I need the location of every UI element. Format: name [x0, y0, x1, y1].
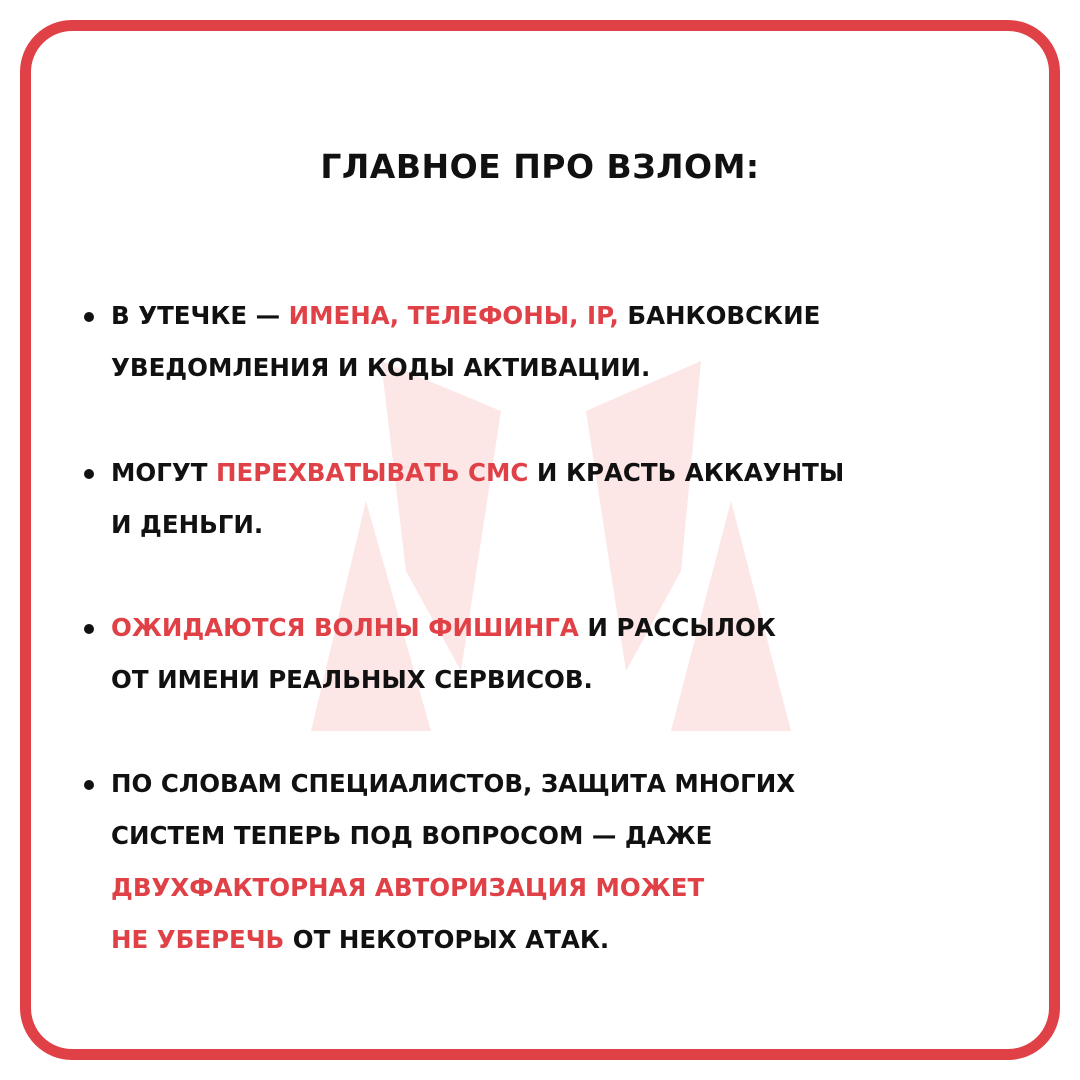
item-text: ОТ ИМЕНИ РЕАЛЬНЫХ СЕРВИСОВ.: [111, 665, 593, 694]
info-card: [20, 20, 1060, 1060]
item-text: УВЕДОМЛЕНИЯ И КОДЫ АКТИВАЦИИ.: [111, 353, 651, 382]
item-text: ПО СЛОВАМ СПЕЦИАЛИСТОВ, ЗАЩИТА МНОГИХ: [111, 769, 796, 798]
item-line: [71, 810, 1031, 862]
bullet-icon: [84, 780, 94, 790]
page-title: ГЛАВНОЕ ПРО ВЗЛОМ:: [320, 147, 760, 186]
item-text: СИСТЕМ ТЕПЕРЬ ПОД ВОПРОСОМ — ДАЖЕ: [111, 821, 713, 850]
item-highlight: ДВУХФАКТОРНАЯ АВТОРИЗАЦИЯ МОЖЕТ: [111, 873, 705, 902]
bullet-icon: [84, 312, 94, 322]
list-item: [71, 602, 1031, 706]
item-text: БАНКОВСКИЕ: [618, 301, 821, 330]
list-item: [71, 290, 1031, 394]
item-line: [71, 914, 1031, 966]
item-line: [71, 862, 1031, 914]
item-line: [71, 447, 1031, 499]
item-line: [71, 602, 1031, 654]
item-line: [71, 654, 1031, 706]
item-line: [71, 342, 1031, 394]
item-text: И РАССЫЛОК: [578, 613, 776, 642]
item-highlight: ИМЕНА, ТЕЛЕФОНЫ, IP,: [288, 301, 619, 330]
item-line: [71, 290, 1031, 342]
item-highlight: ОЖИДАЮТСЯ ВОЛНЫ ФИШИНГА: [111, 613, 579, 642]
item-text: В УТЕЧКЕ —: [111, 301, 289, 330]
item-text: И КРАСТЬ АККАУНТЫ: [528, 458, 845, 487]
item-line: [71, 758, 1031, 810]
list-item: [71, 758, 1031, 966]
item-highlight: ПЕРЕХВАТЫВАТЬ СМС: [215, 458, 529, 487]
list-item: [71, 447, 1031, 551]
item-text: И ДЕНЬГИ.: [111, 510, 264, 539]
item-highlight: НЕ УБЕРЕЧЬ: [111, 925, 285, 954]
item-line: [71, 499, 1031, 551]
item-text: МОГУТ: [111, 458, 216, 487]
bullet-icon: [84, 624, 94, 634]
bullet-icon: [84, 469, 94, 479]
item-text: ОТ НЕКОТОРЫХ АТАК.: [284, 925, 610, 954]
